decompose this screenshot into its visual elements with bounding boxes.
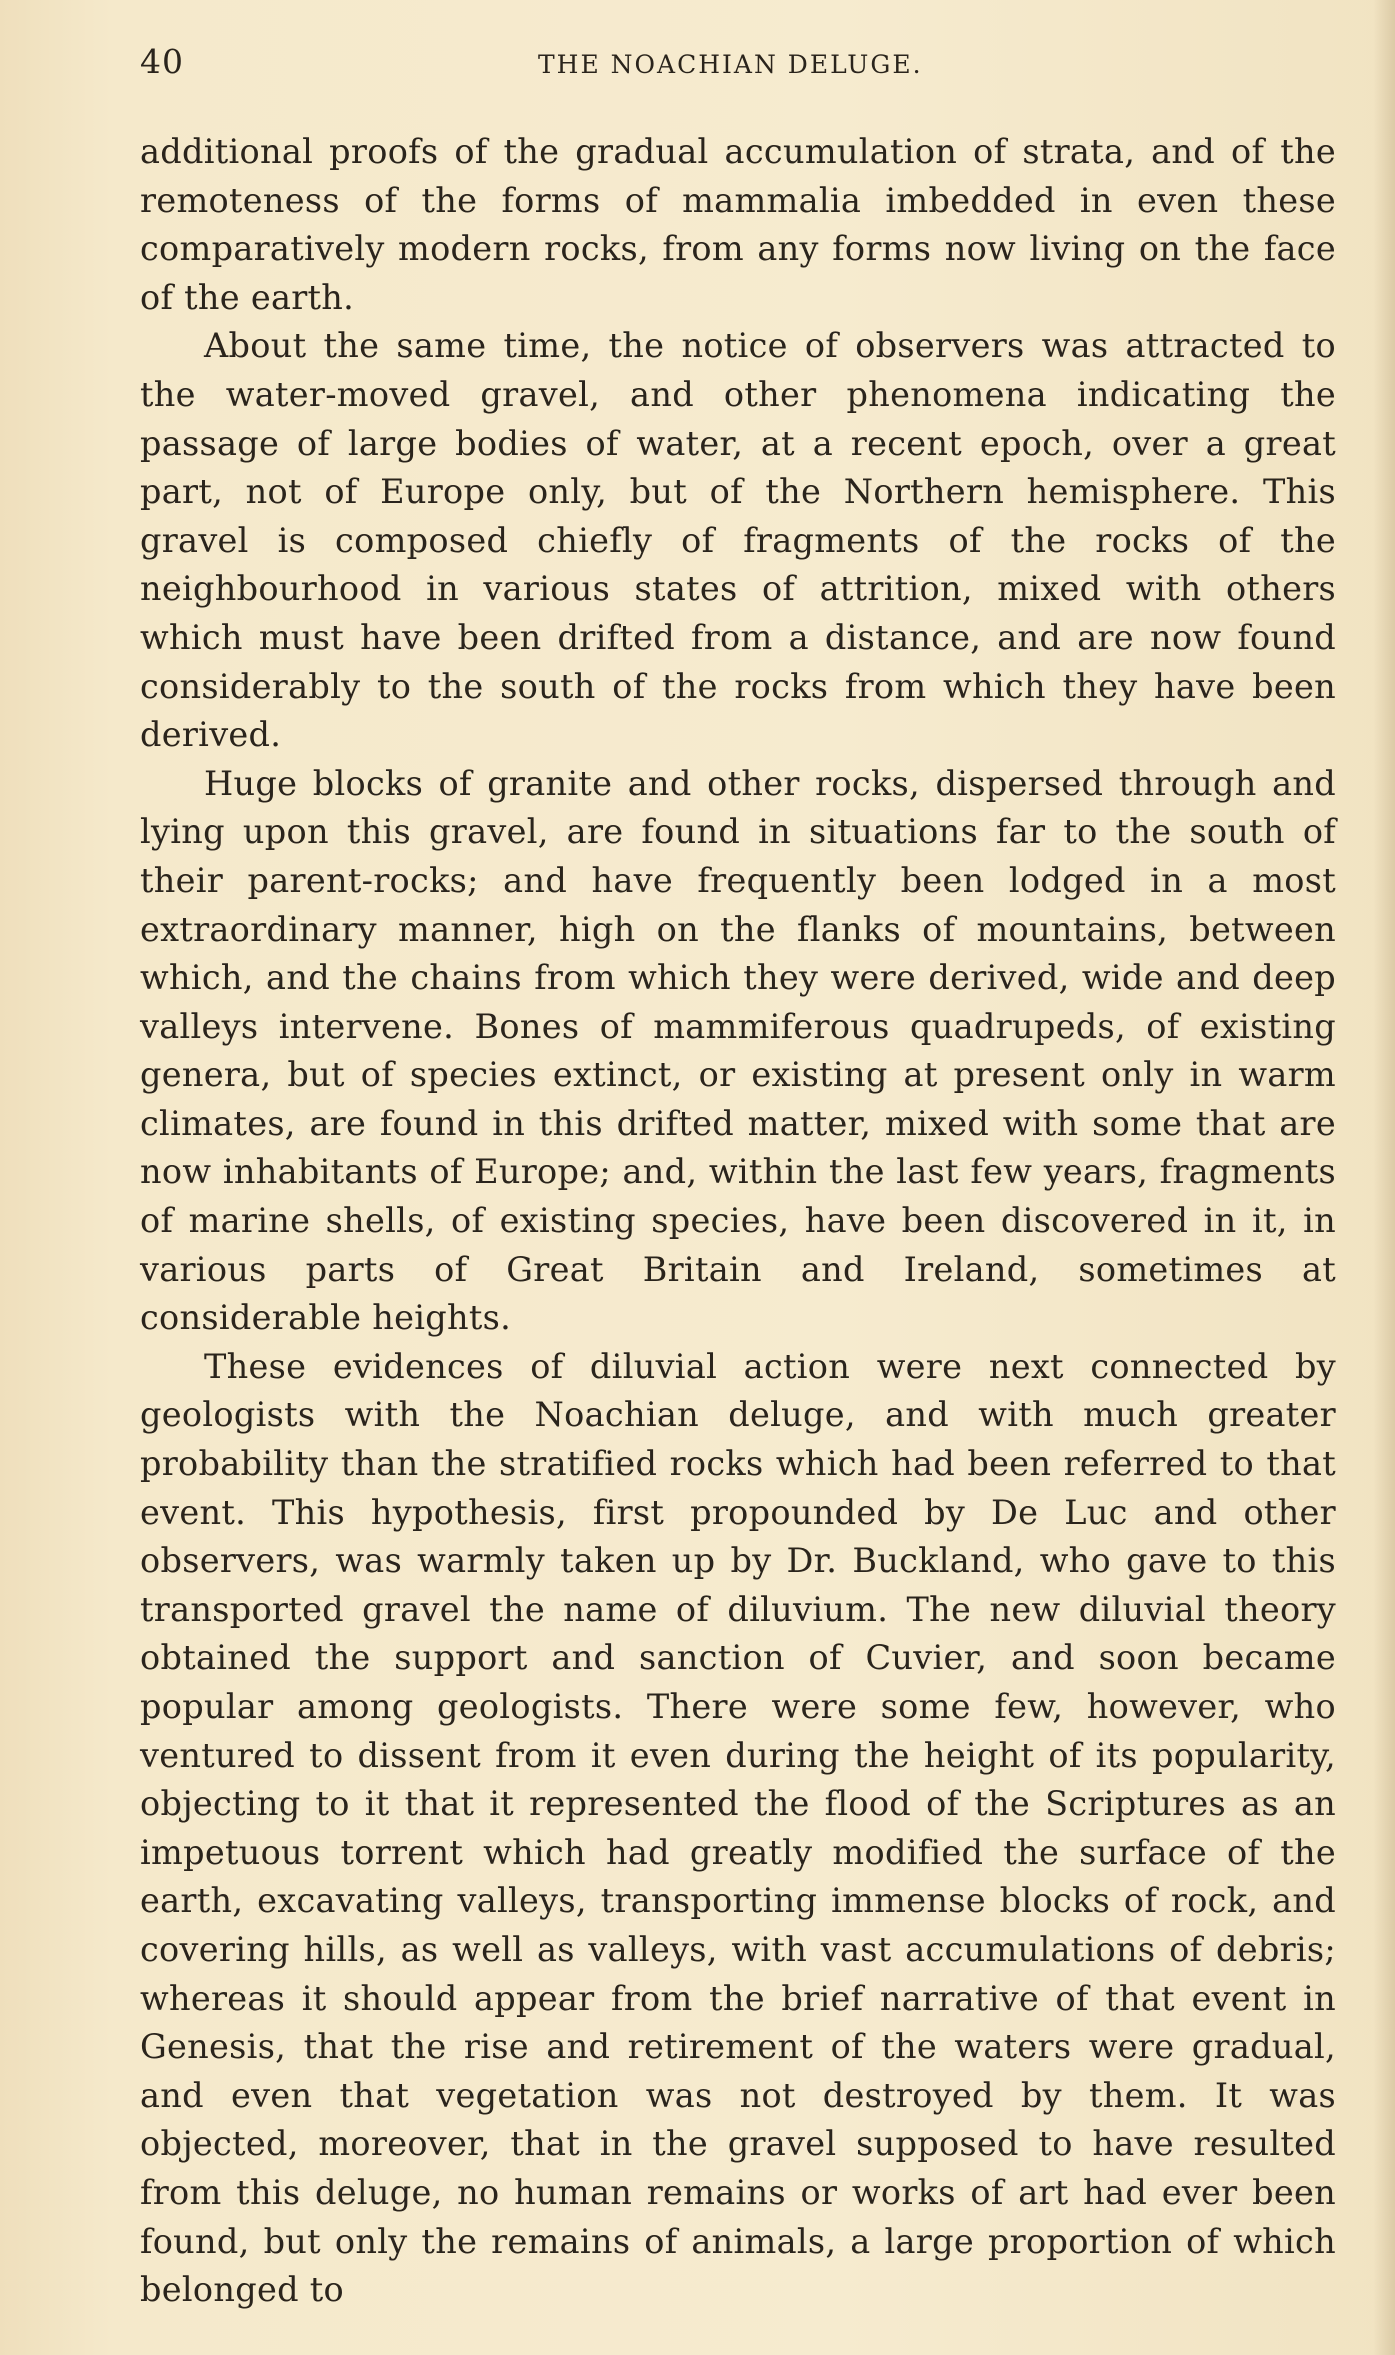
running-head: THE NOACHIAN DELUGE. xyxy=(538,50,923,79)
body-text xyxy=(140,128,1336,2315)
paragraph-gravel: About the same time, the notice of observers was attracted to the water-moved gravel, and other phenomena indicating the passage of large bodies of water, at a recent epoch, over a great part, not of Europe only, but of the Northern hemisphere. This gravel is composed chiefly of fragments of the rocks of the neighbourhood in various states of attrition, mixed with others which must have been drifted from a distance, and are now found considerably to the south of the rocks from which they have been derived. xyxy=(140,326,1336,755)
page-header xyxy=(140,42,1340,82)
paragraph-blocks: Huge blocks of granite and other rocks, dispersed through and lying upon this gravel, are found in situations far to the south of their parent-rocks; and have frequently been lodged in a most extraordinary manner, high on the flanks of mountains, between which, and the chains from which they were derived, wide and deep valleys intervene. Bones of mammiferous quadrupeds, of existing genera, but of species extinct, or existing at present only in warm climates, are found in this drifted matter, mixed with some that are now inhabitants of Europe; and, within the last few years, fragments of marine shells, of existing species, have been discovered in it, in various parts of Great Britain and Ireland, sometimes at considerable heights. xyxy=(140,763,1336,1338)
page-number: 40 xyxy=(140,42,184,81)
paragraph-continued: additional proofs of the gradual accumulation of strata, and of the remoteness of the forms of mammalia imbedded in even these comparatively modern rocks, from any forms now living on the face of the earth. xyxy=(140,132,1336,317)
paragraph-diluvial: These evidences of diluvial action were next connected by geologists with the Noachian deluge, and with much greater probability than the stratified rocks which had been referred to that event. This hypothesis, first propounded by De Luc and other observers, was warmly taken up by Dr. Buckland, who gave to this transported gravel the name of diluvium. The new diluvial theory obtained the support and sanction of Cuvier, and soon became popular among geologists. There were some few, however, who ventured to dissent from it even during the height of its popularity, objecting to it that it represented the flood of the Scriptures as an impetuous torrent which had greatly modified the surface of the earth, excavating valleys, transporting immense blocks of rock, and covering hills, as well as valleys, with vast accumulations of debris; whereas it should appear from the brief narrative of that event in Genesis, that the rise and retirement of the waters were gradual, and even that vegetation was not destroyed by them. It was objected, moreover, that in the gravel supposed to have resulted from this deluge, no human remains or works of art had ever been found, but only the remains of animals, a large proportion of which belonged to xyxy=(140,1346,1336,2310)
